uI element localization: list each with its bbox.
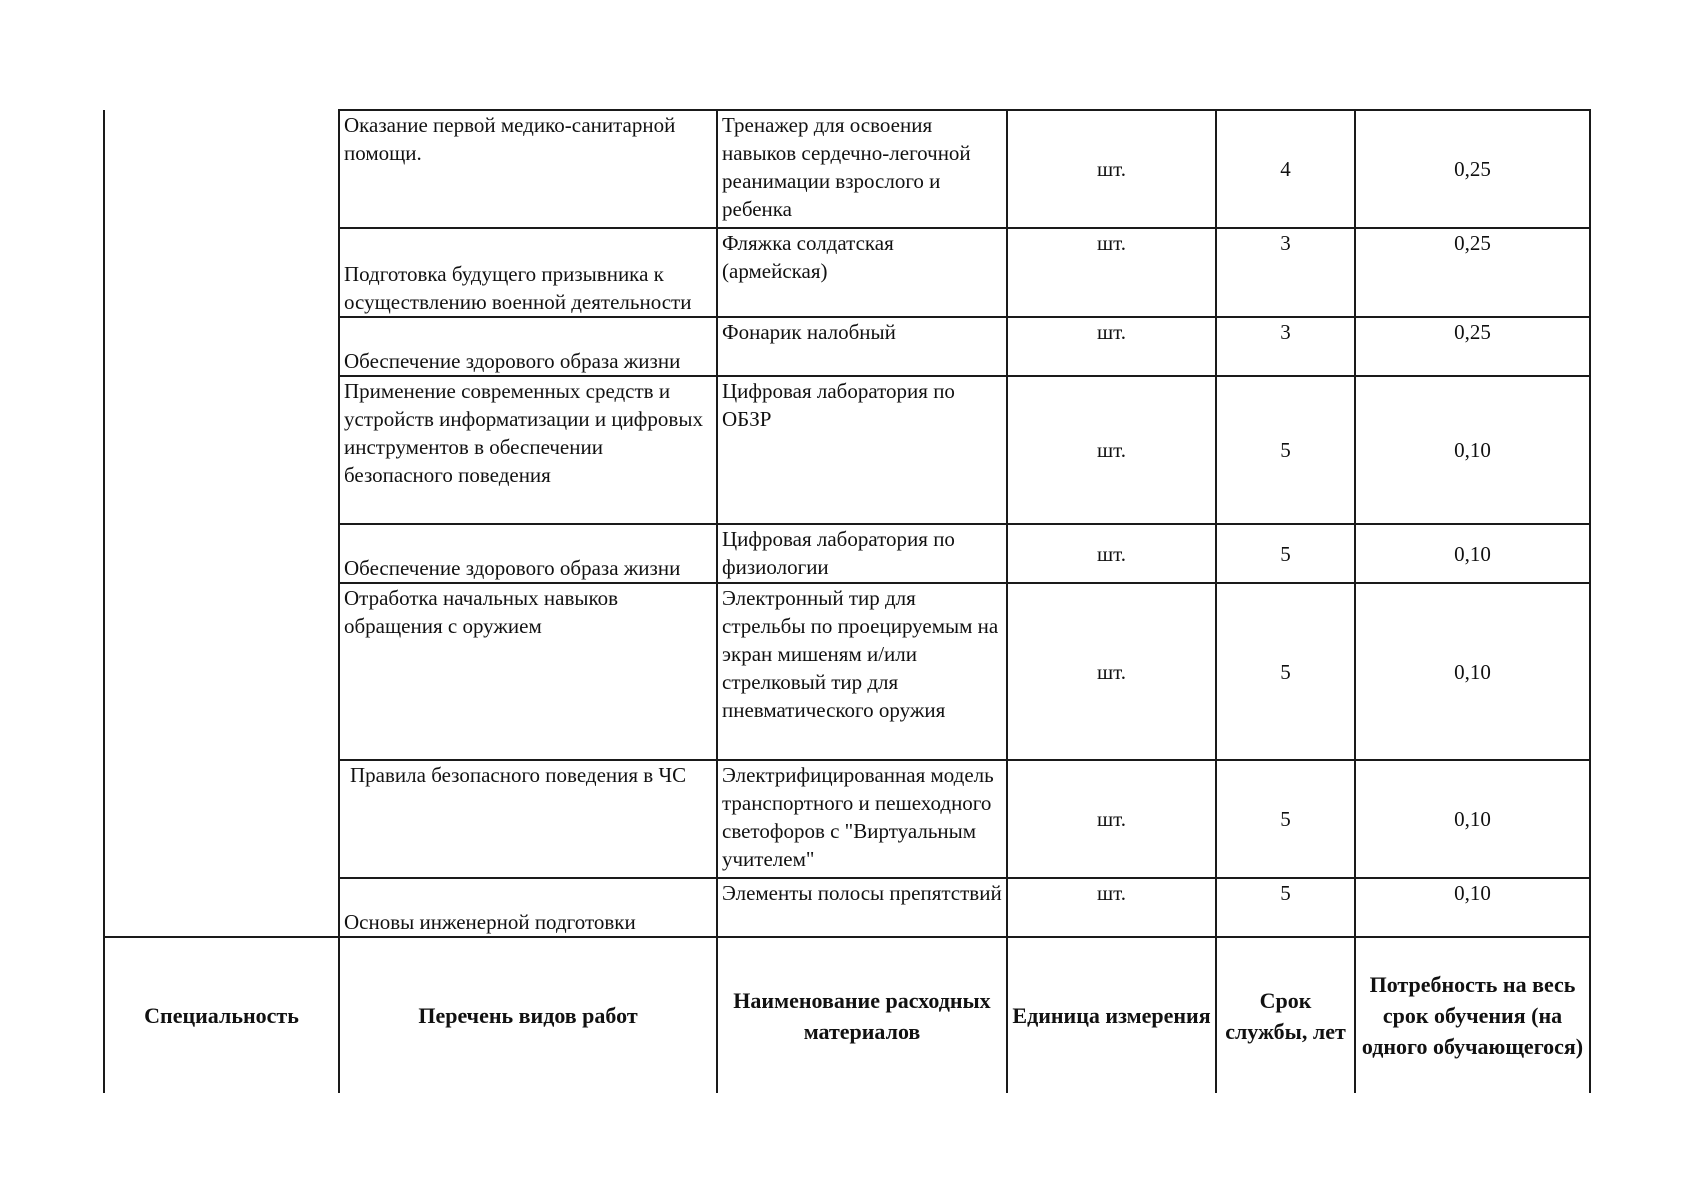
materials-table	[103, 109, 1591, 1093]
header-work-types: Перечень видов работ	[339, 937, 717, 1093]
header-unit: Единица измерения	[1007, 937, 1216, 1093]
need-cell: 0,10	[1355, 524, 1590, 583]
unit-cell: шт.	[1007, 376, 1216, 524]
material-cell: Цифровая лаборатория по ОБЗР	[717, 376, 1007, 524]
work-type-cell: Применение современных средств и устройств информатизации и цифровых инструментов в обеспечении безопасного поведения	[339, 376, 717, 524]
table-header-row	[104, 937, 1590, 1093]
material-cell: Фляжка солдатская (армейская)	[717, 228, 1007, 317]
unit-cell: шт.	[1007, 228, 1216, 317]
work-type-cell: Основы инженерной подготовки	[339, 878, 717, 937]
material-cell: Электронный тир для стрельбы по проецируемым на экран мишеням и/или стрелковый тир для пневматического оружия	[717, 583, 1007, 760]
header-term: Срок службы, лет	[1216, 937, 1355, 1093]
term-cell: 5	[1216, 583, 1355, 760]
term-cell: 3	[1216, 317, 1355, 376]
term-cell: 3	[1216, 228, 1355, 317]
work-type-cell: Оказание первой медико-санитарной помощи.	[339, 110, 717, 228]
need-cell: 0,10	[1355, 760, 1590, 878]
header-need: Потребность на весь срок обучения (на одного обучающегося)	[1355, 937, 1590, 1093]
unit-cell: шт.	[1007, 878, 1216, 937]
unit-cell: шт.	[1007, 583, 1216, 760]
work-type-cell: Обеспечение здорового образа жизни	[339, 317, 717, 376]
material-cell: Тренажер для освоения навыков сердечно-легочной реанимации взрослого и ребенка	[717, 110, 1007, 228]
need-cell: 0,10	[1355, 376, 1590, 524]
table-row	[104, 110, 1590, 228]
work-type-cell: Подготовка будущего призывника к осуществлению военной деятельности	[339, 228, 717, 317]
term-cell: 5	[1216, 376, 1355, 524]
material-cell: Электрифицированная модель транспортного и пешеходного светофоров с "Виртуальным учителем"	[717, 760, 1007, 878]
specialty-cell-empty	[104, 110, 339, 937]
term-cell: 5	[1216, 760, 1355, 878]
header-specialty: Специальность	[104, 937, 339, 1093]
material-cell: Элементы полосы препятствий	[717, 878, 1007, 937]
unit-cell: шт.	[1007, 760, 1216, 878]
term-cell: 5	[1216, 878, 1355, 937]
term-cell: 4	[1216, 110, 1355, 228]
work-type-cell: Отработка начальных навыков обращения с оружием	[339, 583, 717, 760]
need-cell: 0,10	[1355, 583, 1590, 760]
unit-cell: шт.	[1007, 317, 1216, 376]
work-type-cell: Правила безопасного поведения в ЧС	[339, 760, 717, 878]
material-cell: Фонарик налобный	[717, 317, 1007, 376]
need-cell: 0,25	[1355, 228, 1590, 317]
need-cell: 0,25	[1355, 110, 1590, 228]
header-materials: Наименование расходных материалов	[717, 937, 1007, 1093]
unit-cell: шт.	[1007, 524, 1216, 583]
material-cell: Цифровая лаборатория по физиологии	[717, 524, 1007, 583]
need-cell: 0,10	[1355, 878, 1590, 937]
unit-cell: шт.	[1007, 110, 1216, 228]
need-cell: 0,25	[1355, 317, 1590, 376]
work-type-cell: Обеспечение здорового образа жизни	[339, 524, 717, 583]
term-cell: 5	[1216, 524, 1355, 583]
